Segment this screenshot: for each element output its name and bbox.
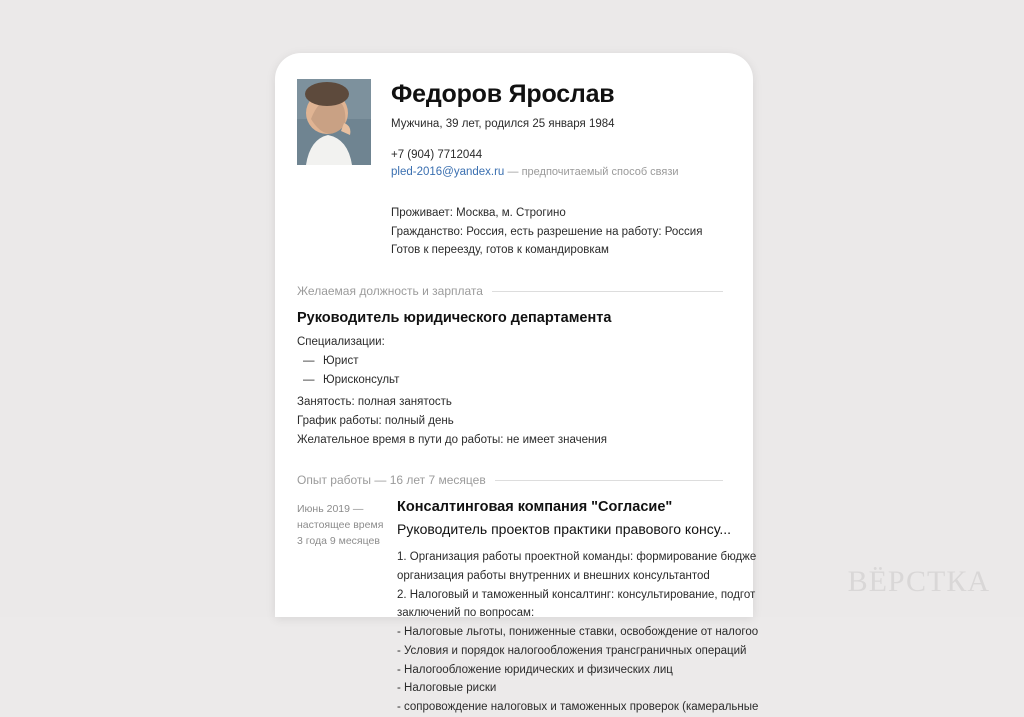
divider — [492, 291, 723, 292]
experience-body — [389, 499, 759, 717]
experience-description-line: - Налогообложение юридических и физических лиц — [397, 663, 673, 676]
section-header-experience-label: Опыт работы — 16 лет 7 месяцев — [297, 473, 486, 488]
experience-dates — [297, 499, 389, 549]
experience-description-line: заключений по вопросам: — [397, 607, 535, 620]
email-link[interactable]: pled-2016@yandex.ru — [391, 166, 505, 179]
residence-line: Проживает: Москва, м. Строгино — [391, 207, 566, 220]
list-item — [297, 352, 723, 371]
list-item — [297, 371, 723, 390]
citizenship-line: Гражданство: Россия, есть разрешение на работу: Россия — [391, 225, 703, 238]
experience-company: Консалтинговая компания "Согласие" — [397, 499, 673, 516]
avatar — [297, 79, 371, 165]
experience-description-line: - Условия и порядок налогообложения трансграничных операций — [397, 644, 747, 657]
contact-block — [391, 147, 723, 183]
dash-icon: — — [303, 373, 315, 386]
experience-date-end: настоящее время — [297, 518, 384, 531]
experience-description-line: 2. Налоговый и таможенный консалтинг: консультирование, подгот — [397, 588, 756, 601]
work-schedule-line: График работы: полный день — [297, 414, 454, 427]
specializations-label: Специализации: — [297, 336, 385, 348]
employment-type-line: Занятость: полная занятость — [297, 396, 452, 409]
experience-description-line: - Налоговые льготы, пониженные ставки, освобождение от налогоо — [397, 626, 759, 639]
specializations-list — [297, 352, 723, 389]
experience-role: Руководитель проектов практики правового консу... — [397, 521, 732, 538]
dash-icon: — — [303, 355, 315, 367]
phone-number[interactable]: +7 (904) 7712044 — [391, 148, 483, 161]
location-block — [297, 204, 723, 260]
experience-duration: 3 года 9 месяцев — [297, 534, 380, 547]
experience-description-line: организация работы внутренних и внешних консультантоd — [397, 569, 710, 582]
commute-time-line: Желательное время в пути до работы: не имеет значения — [297, 433, 607, 446]
desired-position-title: Руководитель юридического департамента — [297, 310, 612, 326]
experience-description-line: - Налоговые риски — [397, 682, 497, 695]
divider — [495, 480, 723, 481]
watermark: ВЁРСТКА — [847, 565, 990, 598]
resume-card — [275, 53, 759, 713]
section-header-desired-position — [297, 284, 723, 298]
experience-description — [397, 548, 759, 717]
experience-description-line: - сопровождение налоговых и таможенных проверок (камеральные — [397, 701, 759, 713]
person-meta: Мужчина, 39 лет, родился 25 января 1984 — [391, 117, 615, 130]
specialization-label: Юрист — [323, 355, 359, 367]
relocation-line: Готов к переезду, готов к командировкам — [391, 244, 609, 257]
experience-description-line: 1. Организация работы проектной команды: формирование бюдже — [397, 551, 757, 564]
email-preferred-note: — предпочитаемый способ связи — [507, 166, 679, 179]
section-header-experience — [297, 473, 723, 487]
experience-date-start: Июнь 2019 — — [297, 503, 364, 516]
experience-item — [297, 499, 759, 717]
person-name: Федоров Ярослав — [391, 80, 615, 108]
employment-details — [297, 393, 723, 449]
specialization-label: Юрисконсульт — [323, 373, 400, 386]
resume-header — [297, 79, 723, 182]
section-header-desired-position-label: Желаемая должность и зарплата — [297, 284, 483, 298]
